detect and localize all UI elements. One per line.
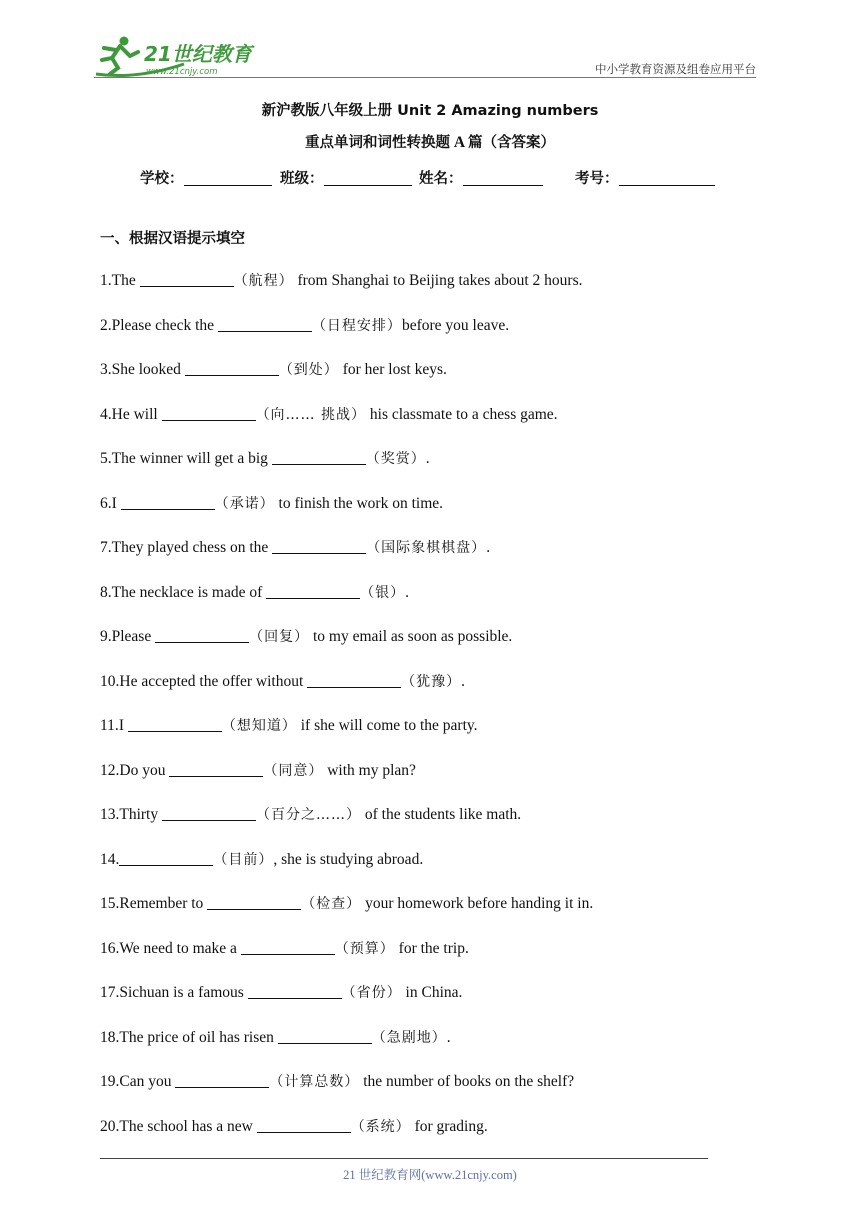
subtitle-prefix: 重点单词和词性转换题 bbox=[304, 135, 450, 151]
question-item bbox=[100, 1117, 740, 1162]
question-text-after: from Shanghai to Beijing takes about 2 hours. bbox=[293, 272, 583, 289]
question-item bbox=[100, 983, 740, 1028]
answer-blank[interactable] bbox=[248, 983, 342, 999]
answer-blank[interactable] bbox=[128, 716, 222, 732]
question-item bbox=[100, 494, 740, 539]
question-item bbox=[100, 1028, 740, 1073]
question-text-before: We need to make a bbox=[119, 939, 241, 957]
question-number: 13. bbox=[100, 806, 120, 823]
chinese-hint: （航程） bbox=[233, 273, 294, 289]
question-item bbox=[100, 405, 740, 450]
question-text-after: with my plan? bbox=[323, 761, 416, 779]
question-number: 1. bbox=[100, 272, 112, 289]
section-heading: 一、根据汉语提示填空 bbox=[100, 231, 245, 247]
question-number: 10. bbox=[100, 672, 120, 690]
answer-blank[interactable] bbox=[162, 405, 256, 421]
subtitle-suffix: 篇（含答案） bbox=[468, 135, 556, 151]
chinese-hint: （急剧地） bbox=[371, 1029, 447, 1046]
chinese-hint: （百分之……） bbox=[256, 807, 361, 823]
question-item bbox=[100, 894, 740, 939]
chinese-hint: （省份） bbox=[341, 985, 402, 1001]
question-text-before: Remember to bbox=[119, 895, 208, 912]
question-number: 2. bbox=[100, 316, 112, 334]
question-text-after: his classmate to a chess game. bbox=[366, 405, 558, 423]
class-field bbox=[280, 167, 412, 188]
chinese-hint: （同意） bbox=[263, 762, 324, 779]
answer-blank[interactable] bbox=[272, 538, 366, 554]
question-number: 18. bbox=[100, 1028, 120, 1046]
site-logo bbox=[94, 34, 264, 78]
question-item bbox=[100, 939, 740, 984]
question-number: 9. bbox=[100, 628, 112, 645]
question-text-before: I bbox=[118, 717, 128, 734]
question-item bbox=[100, 716, 740, 761]
question-number: 4. bbox=[100, 405, 112, 423]
answer-blank[interactable] bbox=[169, 761, 263, 777]
question-text-before: Thirty bbox=[119, 806, 162, 823]
question-text-before: She looked bbox=[111, 361, 185, 378]
question-item bbox=[100, 449, 740, 494]
chinese-hint: （系统） bbox=[350, 1118, 411, 1135]
exam-number-label: 考号： bbox=[575, 171, 619, 187]
question-text-after: your homework before handing it in. bbox=[361, 895, 594, 912]
question-item bbox=[100, 627, 740, 672]
question-text-before: The school has a new bbox=[119, 1117, 257, 1135]
question-number: 12. bbox=[100, 761, 120, 779]
chinese-hint: （预算） bbox=[334, 940, 395, 957]
question-text-after: to my email as soon as possible. bbox=[309, 628, 513, 645]
answer-blank[interactable] bbox=[121, 494, 215, 510]
subtitle-latin: A bbox=[449, 134, 469, 151]
answer-blank[interactable] bbox=[185, 360, 279, 376]
chinese-hint: （犹豫） bbox=[401, 673, 462, 690]
question-text-before: The price of oil has risen bbox=[119, 1028, 278, 1046]
question-text-before: The winner will get a big bbox=[111, 450, 272, 467]
question-number: 19. bbox=[100, 1073, 120, 1090]
student-info-row bbox=[140, 167, 730, 189]
question-text-before: Please bbox=[111, 628, 156, 645]
chinese-hint: （国际象棋棋盘） bbox=[366, 540, 487, 556]
question-number: 8. bbox=[100, 583, 112, 601]
chinese-hint: （承诺） bbox=[214, 495, 275, 512]
question-item bbox=[100, 850, 740, 895]
question-text-after: for the trip. bbox=[394, 939, 469, 957]
question-text-before: The necklace is made of bbox=[111, 583, 267, 601]
question-text-after: in China. bbox=[401, 984, 463, 1001]
answer-blank[interactable] bbox=[307, 672, 401, 688]
question-text-after: , she is studying abroad. bbox=[273, 850, 424, 868]
document-subtitle bbox=[0, 131, 860, 152]
question-item bbox=[100, 360, 740, 405]
question-number: 6. bbox=[100, 494, 112, 512]
question-number: 14. bbox=[100, 850, 120, 868]
class-input-line[interactable] bbox=[324, 169, 412, 186]
question-text-before: Please check the bbox=[111, 316, 218, 334]
question-item bbox=[100, 761, 740, 806]
question-number: 11. bbox=[100, 717, 119, 734]
document-title bbox=[0, 99, 860, 120]
question-list bbox=[100, 271, 740, 1161]
answer-blank[interactable] bbox=[119, 850, 213, 866]
question-text-after: to finish the work on time. bbox=[274, 494, 443, 512]
question-text-after: . bbox=[446, 1028, 451, 1046]
question-text-after: before you leave. bbox=[401, 316, 510, 334]
page-header bbox=[94, 34, 756, 80]
question-number: 17. bbox=[100, 984, 120, 1001]
title-line-1: 新沪教版八年级上册 Unit 2 Amazing numbers bbox=[261, 103, 599, 119]
answer-blank[interactable] bbox=[207, 894, 301, 910]
answer-blank[interactable] bbox=[155, 627, 249, 643]
name-label: 姓名： bbox=[419, 171, 463, 187]
question-text-before: He will bbox=[111, 405, 162, 423]
question-text-after: . bbox=[425, 450, 430, 467]
school-label: 学校： bbox=[140, 171, 184, 187]
question-item bbox=[100, 316, 740, 361]
chinese-hint: （检查） bbox=[301, 896, 362, 912]
platform-name: 中小学教育资源及组卷应用平台 bbox=[595, 62, 756, 76]
question-item bbox=[100, 672, 740, 717]
question-text-before: Can you bbox=[119, 1073, 176, 1090]
header-divider bbox=[94, 77, 756, 78]
answer-blank[interactable] bbox=[257, 1117, 351, 1133]
question-item bbox=[100, 583, 740, 628]
question-text-after: the number of books on the shelf? bbox=[359, 1073, 575, 1090]
answer-blank[interactable] bbox=[278, 1028, 372, 1044]
question-number: 5. bbox=[100, 450, 112, 467]
answer-blank[interactable] bbox=[218, 316, 312, 332]
question-text-before: They played chess on the bbox=[111, 539, 273, 556]
answer-blank[interactable] bbox=[162, 805, 256, 821]
question-text-after: . bbox=[461, 672, 466, 690]
question-text-before: Do you bbox=[119, 761, 170, 779]
question-number: 3. bbox=[100, 361, 112, 378]
answer-blank[interactable] bbox=[175, 1072, 269, 1088]
question-text-after: of the students like math. bbox=[361, 806, 522, 823]
class-label: 班级： bbox=[280, 171, 324, 187]
footer-divider bbox=[100, 1158, 708, 1159]
chinese-hint: （日程安排） bbox=[311, 317, 402, 334]
footer-text: 21 世纪教育网(www.21cnjy.com) bbox=[343, 1168, 517, 1182]
question-item bbox=[100, 271, 740, 316]
question-text-before: Sichuan is a famous bbox=[119, 984, 248, 1001]
svg-text:www.21cnjy.com: www.21cnjy.com bbox=[146, 67, 218, 77]
question-number: 15. bbox=[100, 895, 120, 912]
svg-text:21世纪教育: 21世纪教育 bbox=[144, 42, 252, 66]
question-item bbox=[100, 1072, 740, 1117]
chinese-hint: （想知道） bbox=[221, 718, 297, 734]
name-field bbox=[419, 167, 543, 188]
school-field bbox=[140, 167, 272, 188]
answer-blank[interactable] bbox=[140, 271, 234, 287]
runner-logo-icon bbox=[94, 34, 264, 78]
chinese-hint: （目前） bbox=[213, 851, 274, 868]
exam-number-input-line[interactable] bbox=[619, 169, 715, 186]
chinese-hint: （到处） bbox=[278, 362, 339, 378]
question-item bbox=[100, 805, 740, 850]
question-text-before: He accepted the offer without bbox=[119, 672, 308, 690]
question-text-after: . bbox=[405, 583, 409, 601]
question-text-after: for grading. bbox=[410, 1117, 488, 1135]
question-number: 20. bbox=[100, 1117, 120, 1135]
school-input-line[interactable] bbox=[184, 169, 272, 186]
chinese-hint: （向…… 挑战） bbox=[255, 406, 367, 423]
answer-blank[interactable] bbox=[266, 583, 360, 599]
chinese-hint: （回复） bbox=[249, 629, 310, 645]
exam-number-field bbox=[575, 167, 715, 188]
name-input-line[interactable] bbox=[463, 169, 543, 186]
answer-blank[interactable] bbox=[272, 449, 366, 465]
chinese-hint: （计算总数） bbox=[269, 1074, 360, 1090]
answer-blank[interactable] bbox=[241, 939, 335, 955]
question-item bbox=[100, 538, 740, 583]
question-text-after: . bbox=[486, 539, 491, 556]
chinese-hint: （银） bbox=[360, 584, 406, 601]
question-text-after: for her lost keys. bbox=[338, 361, 447, 378]
question-number: 7. bbox=[100, 539, 112, 556]
question-text-before: I bbox=[111, 494, 121, 512]
question-number: 16. bbox=[100, 939, 120, 957]
question-text-before: The bbox=[111, 272, 140, 289]
question-text-after: if she will come to the party. bbox=[296, 717, 478, 734]
chinese-hint: （奖赏） bbox=[365, 451, 426, 467]
